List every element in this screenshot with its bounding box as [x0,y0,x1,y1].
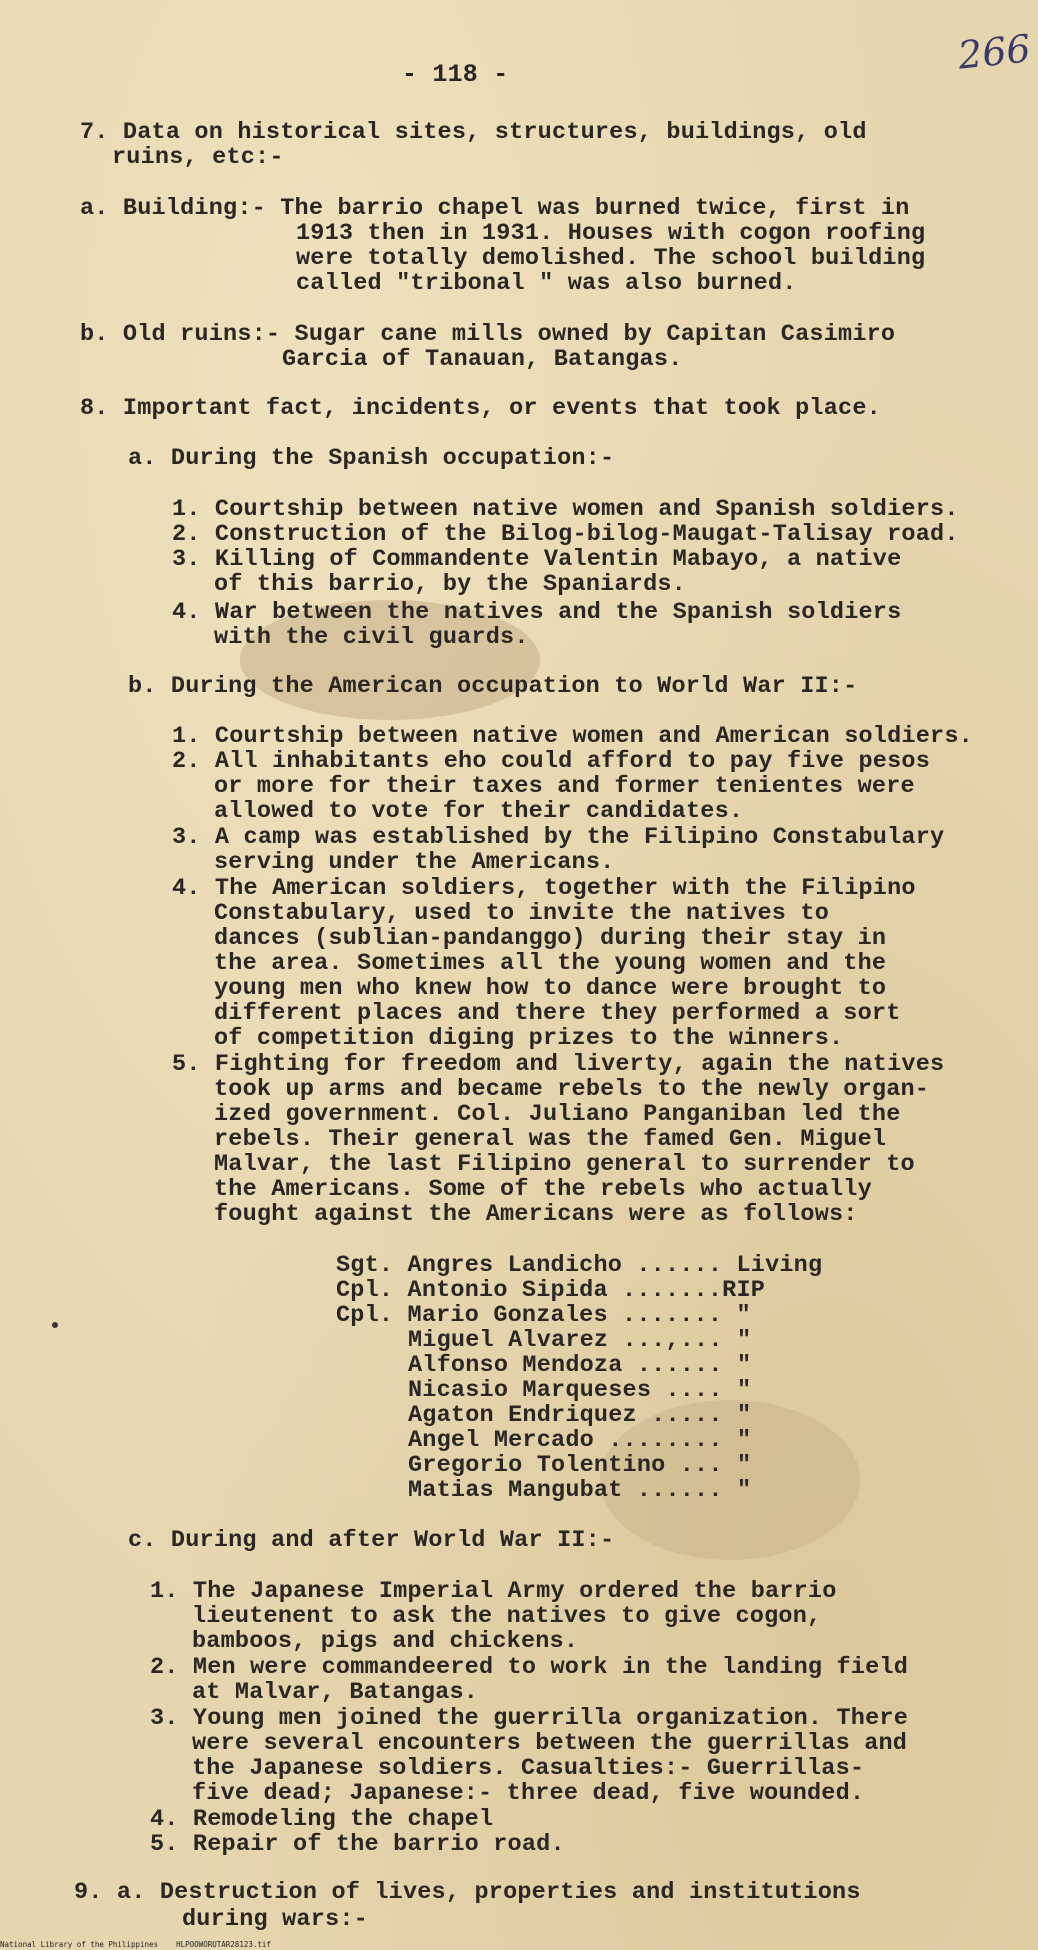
text-line: of competition diging prizes to the winners. [214,1025,844,1052]
rebel-list-item: Gregorio Tolentino ... " [408,1452,752,1479]
list-item: 1. The Japanese Imperial Army ordered the barrio [150,1578,837,1605]
list-item: 5. Fighting for freedom and liverty, again the natives [172,1051,945,1078]
section-heading: 8. Important fact, incidents, or events that took place. [80,395,881,422]
subsection-heading: b. During the American occupation to World War II:- [128,673,858,700]
text-line: the area. Sometimes all the young women and the [214,950,887,977]
text-line: during wars:- [182,1906,368,1933]
text-line: lieutenent to ask the natives to give cogon, [192,1603,822,1630]
section-heading: 7. Data on historical sites, structures, buildings, old [80,119,867,146]
list-item: 2. Men were commandeered to work in the landing field [150,1654,909,1681]
list-item: 3. Young men joined the guerrilla organization. There [150,1705,909,1732]
text-line: took up arms and became rebels to the newly organ- [214,1076,930,1103]
text-line: young men who knew how to dance were brought to [214,975,887,1002]
subsection-heading: a. During the Spanish occupation:- [128,445,615,472]
text-line: called "tribonal " was also burned. [296,270,797,297]
archive-footer: National Library of the Philippines HLPOOWORUTAR28123.tif [0,1940,271,1949]
list-item: 4. Remodeling the chapel [150,1806,494,1833]
text-line: fought against the Americans were as follows: [214,1201,858,1228]
rebel-list-item: Angel Mercado ........ " [408,1427,752,1454]
text-line: ruins, etc:- [112,144,284,171]
text-line: Malvar, the last Filipino general to surrender to [214,1151,915,1178]
ink-dot [52,1322,58,1328]
text-line: with the civil guards. [214,624,529,651]
text-line: of this barrio, by the Spaniards. [214,571,686,598]
text-line: Constabulary, used to invite the natives to [214,900,829,927]
list-item: 3. A camp was established by the Filipino Constabulary [172,824,945,851]
subsection-heading: c. During and after World War II:- [128,1527,615,1554]
text-line: bamboos, pigs and chickens. [192,1628,579,1655]
list-item: 2. All inhabitants eho could afford to pay five pesos [172,748,931,775]
text-line: were several encounters between the guerrillas and [192,1730,908,1757]
list-item: 4. War between the natives and the Spanish soldiers [172,599,902,626]
list-item: 3. Killing of Commandente Valentin Mabayo, a native [172,546,902,573]
rebel-list-item: Cpl. Antonio Sipida .......RIP [336,1277,766,1304]
list-item: 2. Construction of the Bilog-bilog-Maugat-Talisay road. [172,521,959,548]
rebel-list-item: Nicasio Marqueses .... " [408,1377,752,1404]
text-line: ized government. Col. Juliano Panganiban led the [214,1101,901,1128]
rebel-list-item: Cpl. Mario Gonzales ....... " [336,1302,751,1329]
text-line: serving under the Americans. [214,849,615,876]
text-line: Garcia of Tanauan, Batangas. [282,346,683,373]
rebel-list-item: Matias Mangubat ...... " [408,1477,752,1504]
list-item: 5. Repair of the barrio road. [150,1831,565,1858]
rebel-list-item: Agaton Endriquez ..... " [408,1402,752,1429]
subsection-line: a. Building:- The barrio chapel was burned twice, first in [80,195,910,222]
text-line: rebels. Their general was the famed Gen. Miguel [214,1126,887,1153]
text-line: at Malvar, Batangas. [192,1679,479,1706]
handwritten-page-number: 266 [955,26,1033,78]
list-item: 1. Courtship between native women and Spanish soldiers. [172,496,959,523]
text-line: or more for their taxes and former tenientes were [214,773,915,800]
rebel-list-item: Alfonso Mendoza ...... " [408,1352,752,1379]
list-item: 1. Courtship between native women and American soldiers. [172,723,973,750]
section-heading: 9. a. Destruction of lives, properties and institutions [74,1879,861,1906]
text-line: dances (sublian-pandanggo) during their stay in [214,925,887,952]
text-line: the Japanese soldiers. Casualties:- Guerrillas- [192,1755,865,1782]
page-number: - 118 - [402,60,509,89]
text-line: different places and there they performed a sort [214,1000,901,1027]
text-line: the Americans. Some of the rebels who actually [214,1176,872,1203]
text-line: allowed to vote for their candidates. [214,798,744,825]
text-line: five dead; Japanese:- three dead, five wounded. [192,1780,865,1807]
text-line: 1913 then in 1931. Houses with cogon roofing [296,220,926,247]
rebel-list-item: Sgt. Angres Landicho ...... Living [336,1252,823,1279]
text-line: were totally demolished. The school building [296,245,926,272]
subsection-line: b. Old ruins:- Sugar cane mills owned by Capitan Casimiro [80,321,896,348]
list-item: 4. The American soldiers, together with the Filipino [172,875,916,902]
rebel-list-item: Miguel Alvarez ...,... " [408,1327,752,1354]
